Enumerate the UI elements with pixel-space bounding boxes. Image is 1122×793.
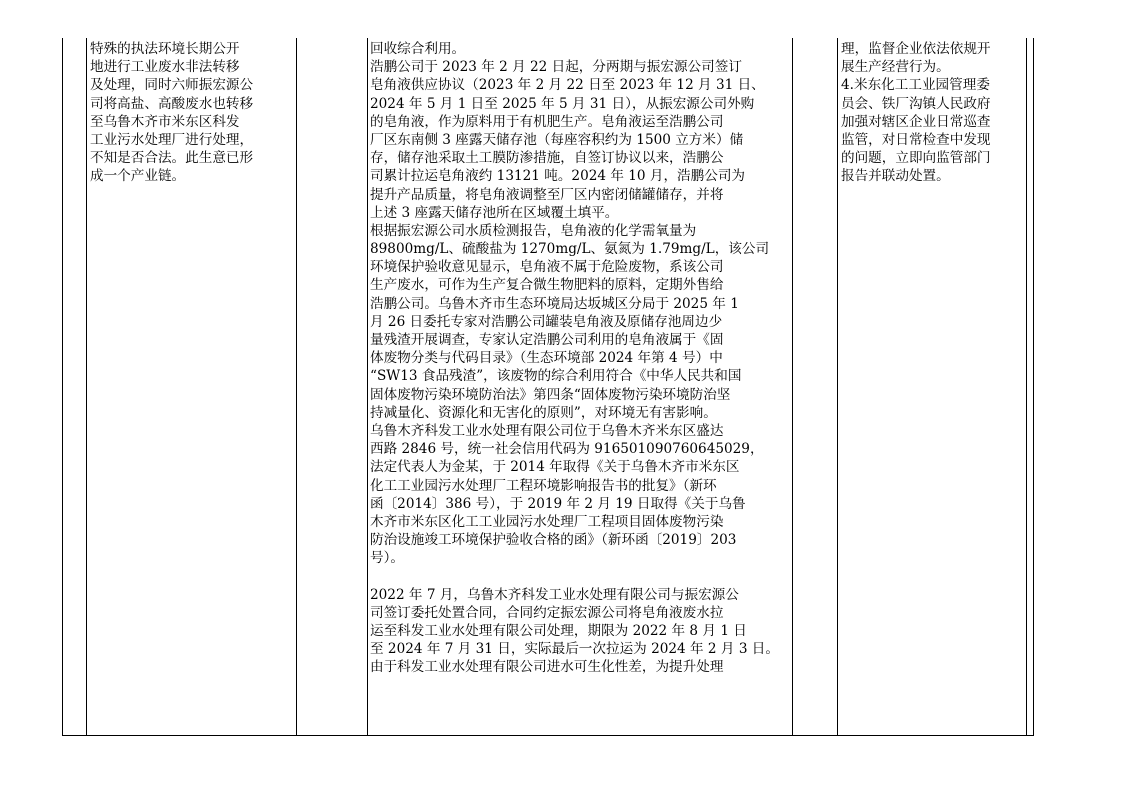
text-line: 固体废物污染环境防治法》第四条“固体废物污染环境防治坚 [370, 386, 731, 403]
text-line: 浩鹏公司于 2023 年 2 月 22 日起，分两期与振宏源公司签订 [370, 59, 742, 76]
text-line: 由于科发工业水处理有限公司进水可生化性差，为提升处理 [370, 659, 724, 676]
column-divider [837, 38, 838, 736]
text-line: 量残渣开展调查，专家认定浩鹏公司利用的皂角液属于《固 [370, 332, 724, 348]
text-line: 及处理，同时六师振宏源公 [90, 77, 254, 94]
text-line: 至 2024 年 7 月 31 日，实际最后一次拉运为 2024 年 2 月 3 日。 [370, 641, 779, 658]
text-line: 回收综合利用。 [370, 41, 466, 57]
text-line: 成一个产业链。 [90, 168, 186, 185]
text-line: 生产废水，可作为生产复合微生物肥料的原料，定期外售给 [370, 277, 724, 294]
text-line: 化工工业园污水处理厂工程环境影响报告书的批复》（新环 [370, 477, 717, 494]
text-line: 函〔2014〕386 号），于 2019 年 2 月 19 日取得《关于乌鲁 [370, 495, 746, 512]
column-divider [792, 38, 793, 736]
text-line: 地进行工业废水非法转移 [90, 59, 240, 76]
text-line: 加强对辖区企业日常巡查 [841, 113, 991, 130]
text-line: 运至科发工业水处理有限公司处理，期限为 2022 年 8 月 1 日 [370, 623, 747, 639]
text-line: 木齐市米东区化工工业园污水处理厂工程项目固体废物污染 [370, 513, 724, 530]
text-line: 2022 年 7 月，乌鲁木齐科发工业水处理有限公司与振宏源公 [370, 586, 739, 603]
text-line: “SW13 食品残渣”，该废物的综合利用符合《中华人民共和国 [370, 368, 742, 385]
text-line: 环境保护验收意见显示，皂角液不属于危险废物，系该公司 [370, 259, 724, 276]
text-line: 号）。 [370, 550, 404, 567]
text-line: 工业污水处理厂进行处理， [90, 131, 254, 148]
text-line: 防治设施竣工环境保护验收合格的函》（新环函〔2019〕203 [370, 532, 737, 549]
text-line: 法定代表人为金某，于 2014 年取得《关于乌鲁木齐市米东区 [370, 459, 740, 476]
text-line: 司将高盐、高酸废水也转移 [90, 95, 254, 112]
text-line: 存，储存池采取土工膜防渗措施，自签订协议以来，浩鹏公 [370, 150, 724, 167]
text-line: 体废物分类与代码目录》（生态环境部 2024 年第 4 号）中 [370, 350, 723, 367]
text-line: 展生产经营行为。 [841, 59, 950, 76]
text-line: 的问题，立即向监管部门 [841, 150, 991, 167]
column-divider [86, 38, 87, 736]
investigation-findings-cell [370, 40, 790, 677]
text-line: 理，监督企业依法依规开 [841, 41, 991, 57]
text-line: 司累计拉运皂角液约 13121 吨。2024 年 10 月，浩鹏公司为 [370, 168, 746, 185]
text-line: 西路 2846 号，统一社会信用代码为 916501090760645029， [370, 441, 764, 458]
complaint-content-cell [90, 40, 286, 186]
text-line: 4.米东化工工业园管理委 [841, 77, 990, 94]
column-divider [1033, 38, 1034, 736]
column-divider [1026, 38, 1027, 736]
text-line [370, 567, 790, 585]
text-line: 不知是否合法。此生意已形 [90, 150, 254, 167]
text-line: 持减量化、资源化和无害化的原则”，对环境无有害影响。 [370, 404, 717, 421]
text-line: 提升产品质量，将皂角液调整至厂区内密闭储罐储存，并将 [370, 186, 724, 203]
text-line: 皂角液供应协议（2023 年 2 月 22 日至 2023 年 12 月 31 日、 [370, 77, 765, 94]
text-line: 上述 3 座露天储存池所在区域覆土填平。 [370, 204, 619, 221]
text-line: 特殊的执法环境长期公开 [90, 41, 240, 57]
text-line: 司签订委托处置合同，合同约定振宏源公司将皂角液废水拉 [370, 604, 724, 621]
rectification-measures-cell [841, 40, 1025, 186]
text-line: 员会、铁厂沟镇人民政府 [841, 95, 991, 112]
text-line: 报告并联动处置。 [841, 168, 950, 185]
text-line: 月 26 日委托专家对浩鹏公司罐装皂角液及原储存池周边少 [370, 313, 723, 330]
text-line: 乌鲁木齐科发工业水处理有限公司位于乌鲁木齐米东区盛达 [370, 422, 724, 439]
text-line: 厂区东南侧 3 座露天储存池（每座容积约为 1500 立方米）储 [370, 131, 744, 148]
column-divider [367, 38, 368, 736]
text-line: 浩鹏公司。乌鲁木齐市生态环境局达坂城区分局于 2025 年 1 [370, 295, 739, 312]
text-line: 根据振宏源公司水质检测报告，皂角液的化学需氧量为 [370, 222, 697, 239]
text-line: 2024 年 5 月 1 日至 2025 年 5 月 31 日），从振宏源公司外购 [370, 95, 755, 112]
column-divider [296, 38, 297, 736]
text-line: 至乌鲁木齐市米东区科发 [90, 113, 240, 130]
text-line: 监管，对日常检查中发现 [841, 131, 991, 148]
text-line: 的皂角液，作为原料用于有机肥生产。皂角液运至浩鹏公司 [370, 113, 724, 130]
text-line: 89800mg/L、硫酸盐为 1270mg/L、氨氮为 1.79mg/L，该公司 [370, 241, 770, 258]
